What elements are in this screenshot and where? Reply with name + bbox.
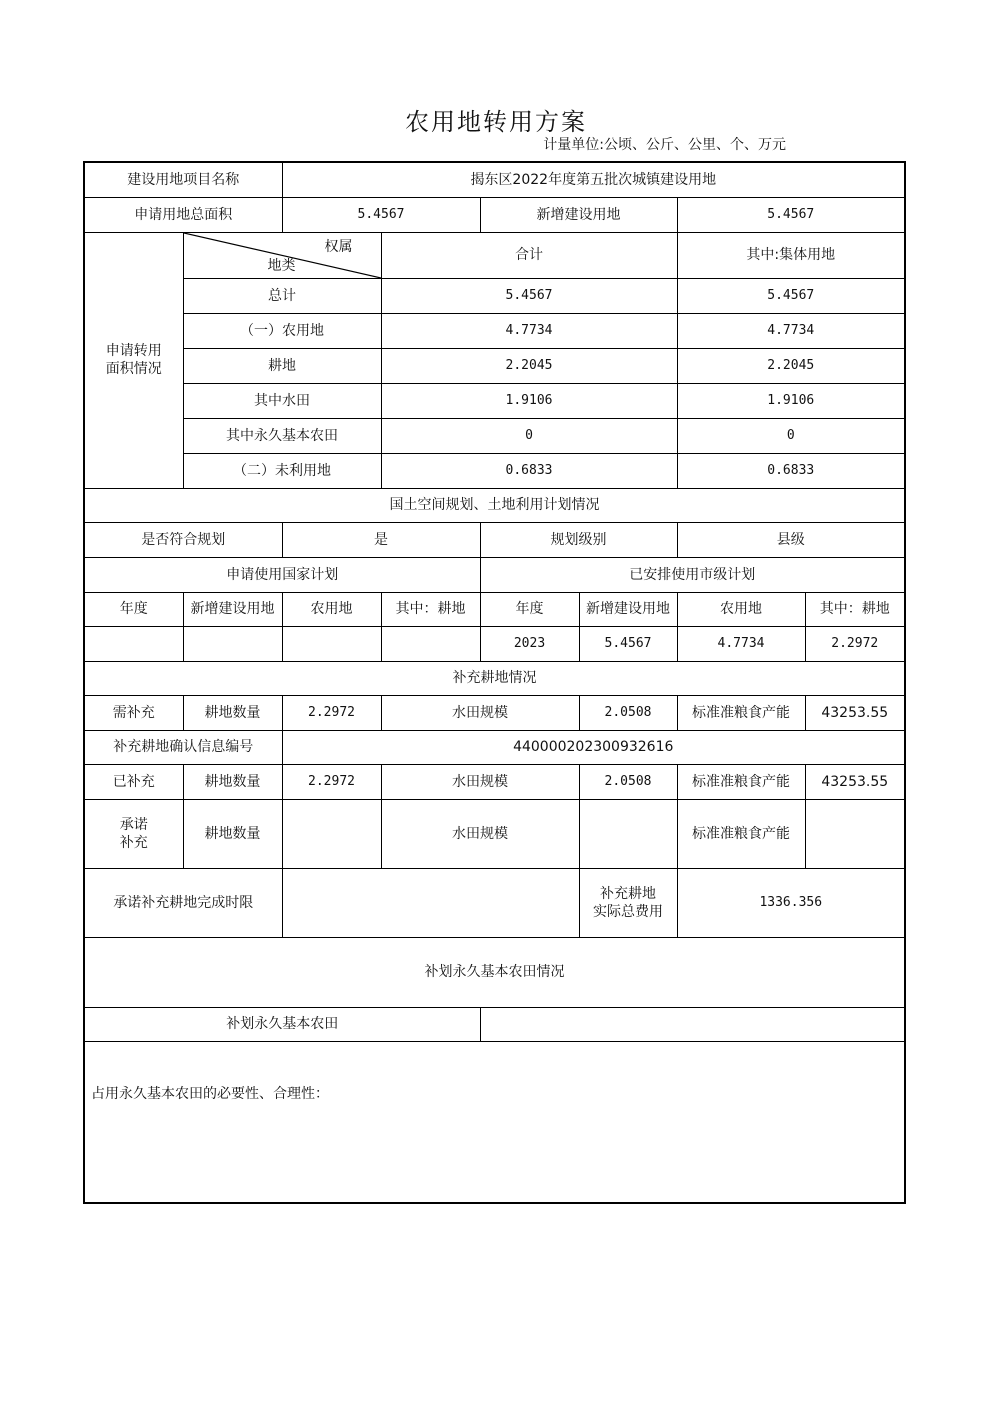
row-total: 2.2045 <box>381 348 677 383</box>
table-row <box>84 418 905 453</box>
plan-cell <box>183 626 282 661</box>
row-total: 1.9106 <box>381 383 677 418</box>
grain-capacity-label: 标准准粮食产能 <box>677 764 805 799</box>
confirm-id-value: 440000202300932616 <box>282 730 905 764</box>
unit-note: 计量单位:公顷、公斤、公里、个、万元 <box>543 137 786 153</box>
plan-cell <box>282 626 381 661</box>
row-collective: 1.9106 <box>677 383 905 418</box>
row-collective: 5.4567 <box>677 278 905 313</box>
cultivated-qty-label: 耕地数量 <box>183 799 282 868</box>
total-area-label: 申请用地总面积 <box>84 197 282 232</box>
need-supplement-label: 需补充 <box>84 695 183 730</box>
promise-paddy-value <box>579 799 677 868</box>
plan-col-header: 新增建设用地 <box>183 592 282 626</box>
plan-col-header: 新增建设用地 <box>579 592 677 626</box>
plan-cell: 4.7734 <box>677 626 805 661</box>
done-paddy-value: 2.0508 <box>579 764 677 799</box>
plan-col-header: 年度 <box>480 592 579 626</box>
diag-ownership-label: 权属 <box>324 238 353 255</box>
row-total: 0.6833 <box>381 453 677 488</box>
table-row <box>84 278 905 313</box>
col-total-header: 合计 <box>381 232 677 278</box>
plan-cell <box>84 626 183 661</box>
done-qty-value: 2.2972 <box>282 764 381 799</box>
table-row <box>84 453 905 488</box>
conform-plan-label: 是否符合规划 <box>84 522 282 557</box>
deadline-label: 承诺补充耕地完成时限 <box>84 868 282 937</box>
promise-supplement-label: 承诺 补充 <box>84 799 183 868</box>
basic-farmland-label: 补划永久基本农田 <box>84 1007 480 1041</box>
plan-cell: 2023 <box>480 626 579 661</box>
paddy-scale-label: 水田规模 <box>381 799 579 868</box>
cost-label: 补充耕地 实际总费用 <box>579 868 677 937</box>
cultivated-qty-label: 耕地数量 <box>183 764 282 799</box>
basic-farmland-value <box>480 1007 905 1041</box>
deadline-value <box>282 868 579 937</box>
supplement-section-header: 补充耕地情况 <box>84 661 905 695</box>
done-grain-value: 43253.55 <box>805 764 905 799</box>
row-collective: 4.7734 <box>677 313 905 348</box>
plan-col-header: 其中：耕地 <box>805 592 905 626</box>
promise-grain-value <box>805 799 905 868</box>
done-supplement-label: 已补充 <box>84 764 183 799</box>
city-plan-header: 已安排使用市级计划 <box>480 557 905 592</box>
need-qty-value: 2.2972 <box>282 695 381 730</box>
cost-value: 1336.356 <box>677 868 905 937</box>
diagonal-header-cell <box>183 232 381 278</box>
paddy-scale-label: 水田规模 <box>381 764 579 799</box>
row-label: （一）农用地 <box>183 313 381 348</box>
necessity-note: 占用永久基本农田的必要性、合理性： <box>84 1041 905 1203</box>
diag-landtype-label: 地类 <box>267 257 296 274</box>
conversion-section-label: 申请转用面积情况 <box>84 232 183 488</box>
row-collective: 2.2045 <box>677 348 905 383</box>
need-grain-value: 43253.55 <box>805 695 905 730</box>
row-total: 4.7734 <box>381 313 677 348</box>
col-collective-header: 其中:集体用地 <box>677 232 905 278</box>
plan-col-header: 年度 <box>84 592 183 626</box>
row-label: （二）未利用地 <box>183 453 381 488</box>
table-row <box>84 348 905 383</box>
plan-col-header: 其中：耕地 <box>381 592 480 626</box>
plan-cell: 5.4567 <box>579 626 677 661</box>
promise-qty-value <box>282 799 381 868</box>
conversion-plan-table <box>83 161 906 1204</box>
plan-level-value: 县级 <box>677 522 905 557</box>
grain-capacity-label: 标准准粮食产能 <box>677 799 805 868</box>
conform-plan-value: 是 <box>282 522 480 557</box>
row-label: 总计 <box>183 278 381 313</box>
page-title: 农用地转用方案 <box>405 108 587 136</box>
project-name-value: 揭东区2022年度第五批次城镇建设用地 <box>282 162 905 197</box>
total-area-value: 5.4567 <box>282 197 480 232</box>
row-collective: 0 <box>677 418 905 453</box>
plan-cell: 2.2972 <box>805 626 905 661</box>
national-plan-header: 申请使用国家计划 <box>84 557 480 592</box>
new-construction-value: 5.4567 <box>677 197 905 232</box>
basic-farmland-section-header: 补划永久基本农田情况 <box>84 937 905 1007</box>
plan-level-label: 规划级别 <box>480 522 677 557</box>
plan-col-header: 农用地 <box>282 592 381 626</box>
table-row <box>84 313 905 348</box>
new-construction-label: 新增建设用地 <box>480 197 677 232</box>
grain-capacity-label: 标准准粮食产能 <box>677 695 805 730</box>
row-total: 5.4567 <box>381 278 677 313</box>
row-total: 0 <box>381 418 677 453</box>
paddy-scale-label: 水田规模 <box>381 695 579 730</box>
row-label: 其中永久基本农田 <box>183 418 381 453</box>
need-paddy-value: 2.0508 <box>579 695 677 730</box>
plan-cell <box>381 626 480 661</box>
table-row <box>84 383 905 418</box>
row-label: 其中水田 <box>183 383 381 418</box>
row-label: 耕地 <box>183 348 381 383</box>
plan-col-header: 农用地 <box>677 592 805 626</box>
project-name-label: 建设用地项目名称 <box>84 162 282 197</box>
planning-section-header: 国土空间规划、土地利用计划情况 <box>84 488 905 522</box>
cultivated-qty-label: 耕地数量 <box>183 695 282 730</box>
confirm-id-label: 补充耕地确认信息编号 <box>84 730 282 764</box>
row-collective: 0.6833 <box>677 453 905 488</box>
